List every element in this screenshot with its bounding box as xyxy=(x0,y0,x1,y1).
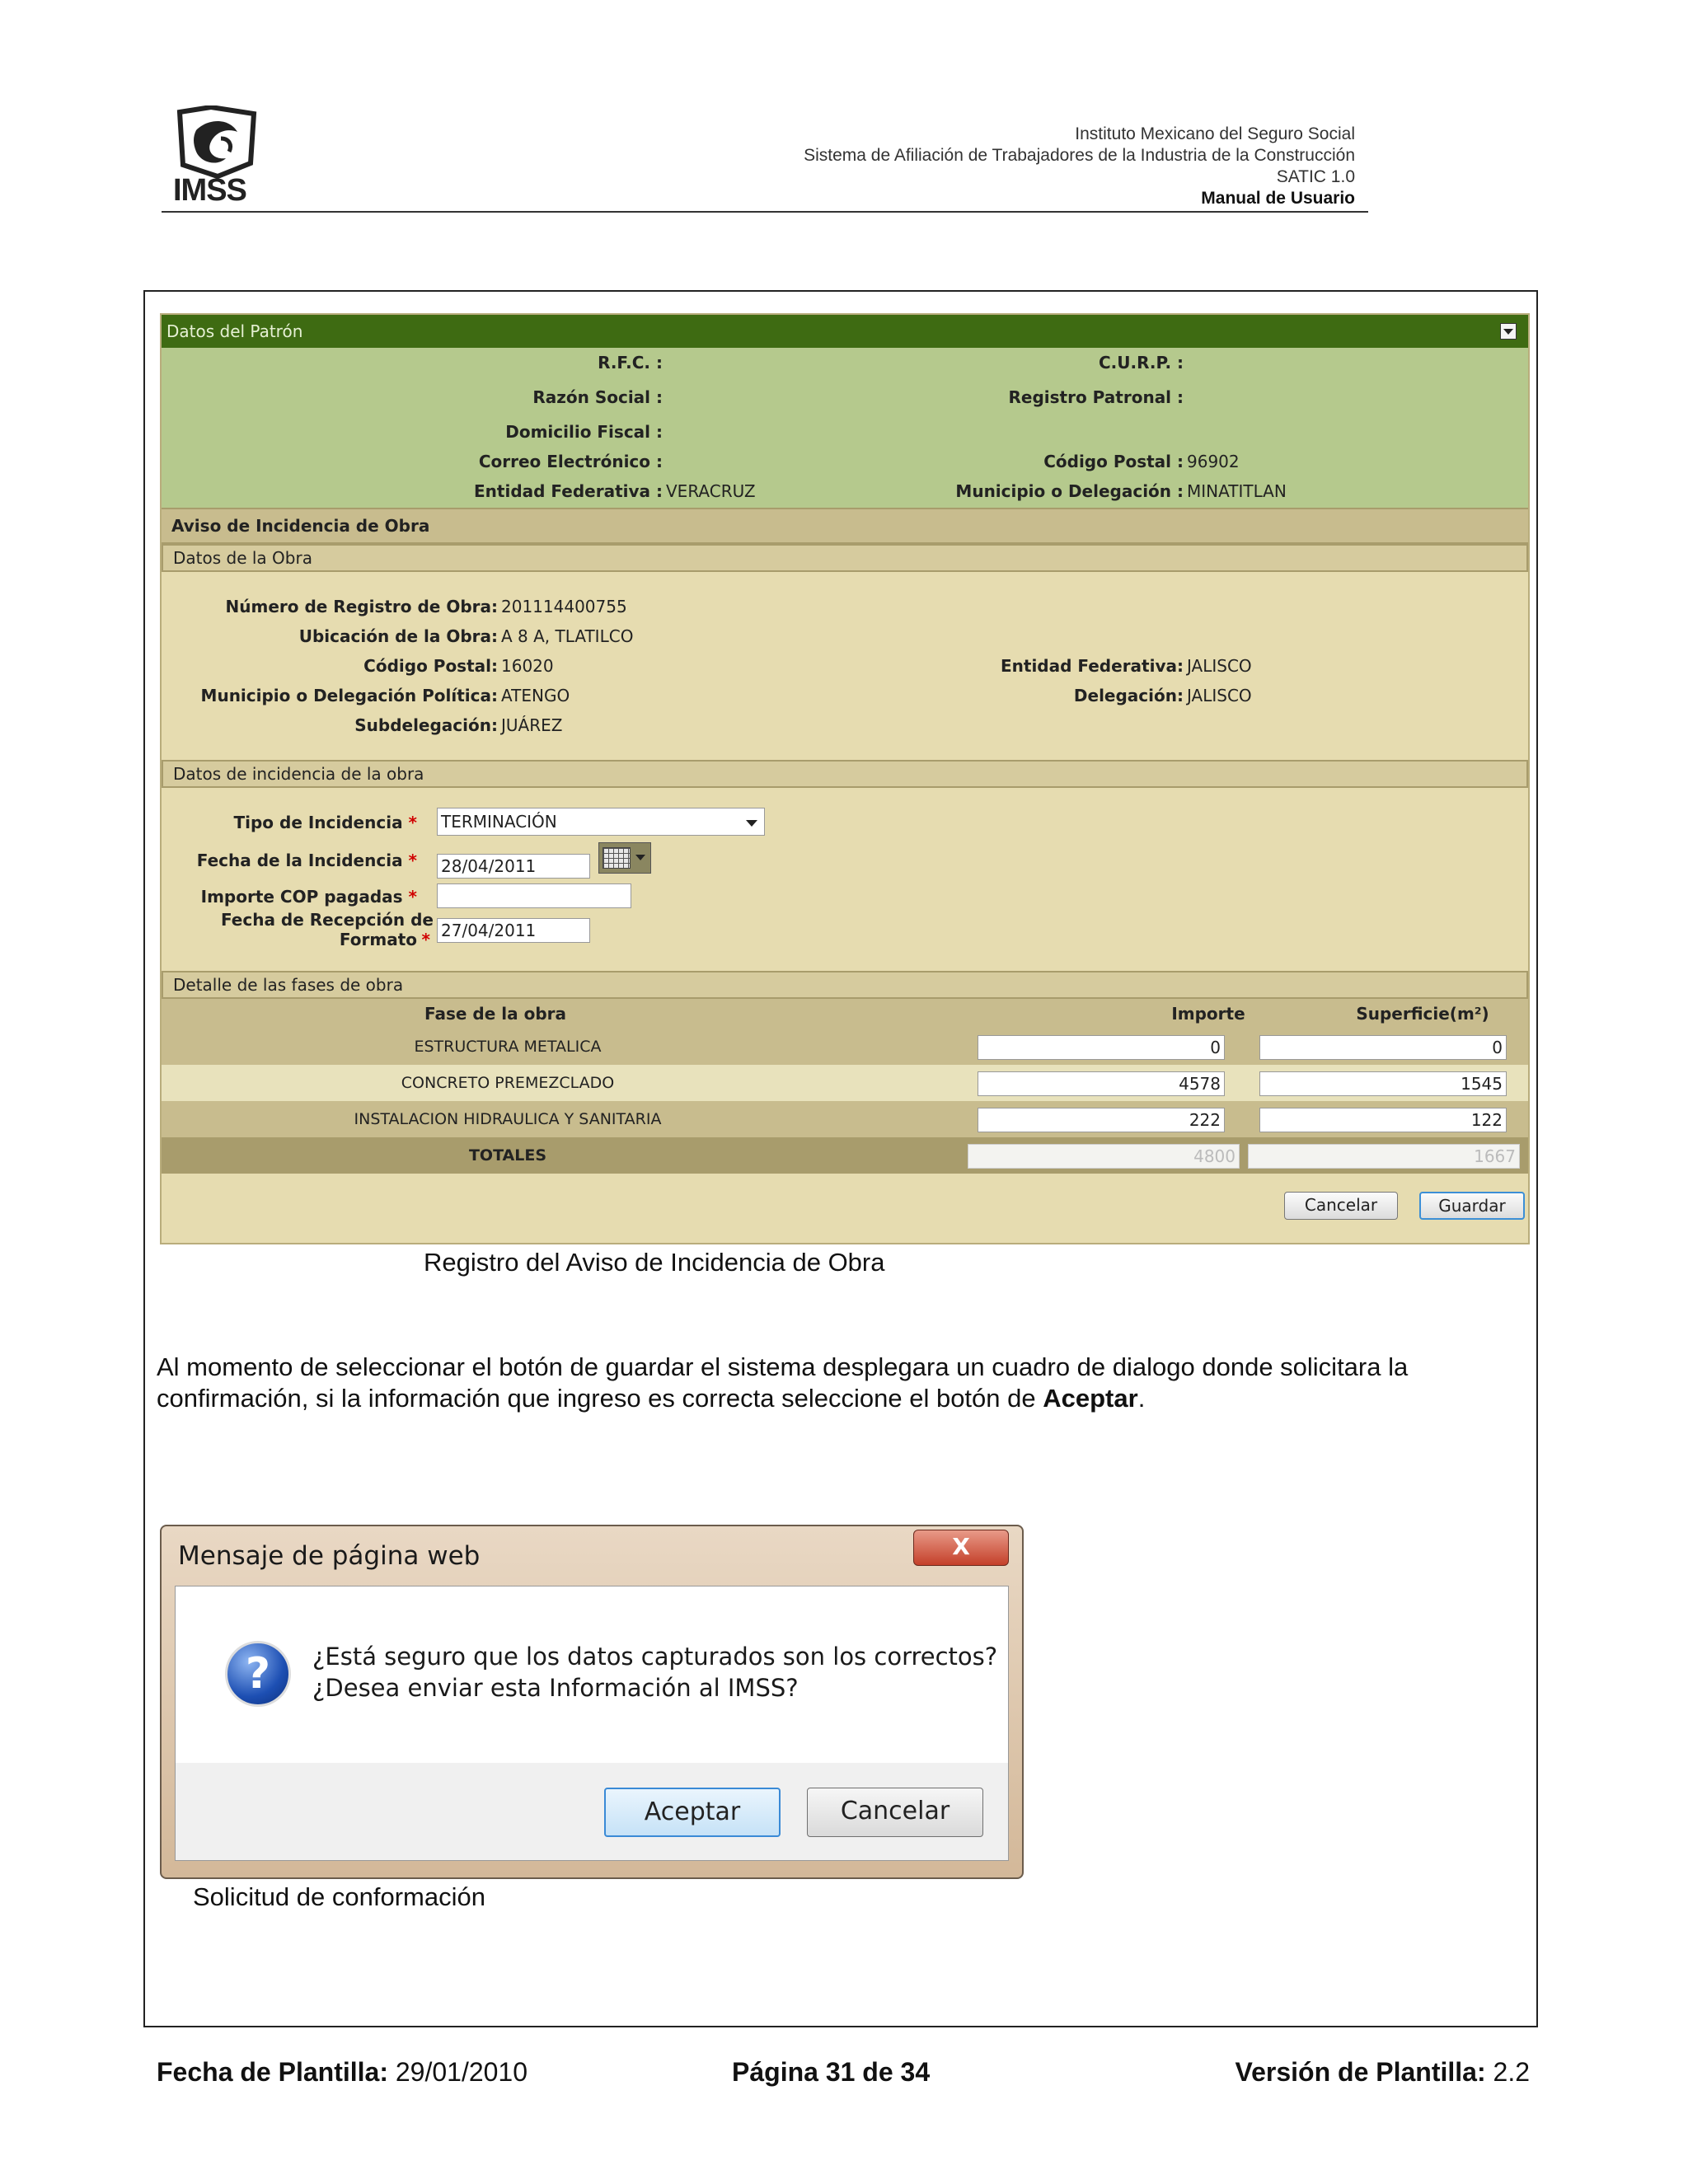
municipio-label: Municipio o Delegación : xyxy=(955,481,1184,501)
header-version: SATIC 1.0 xyxy=(1276,167,1355,186)
collapse-toggle-icon[interactable] xyxy=(1500,323,1517,340)
footer-fecha: Fecha de Plantilla: 29/01/2010 xyxy=(157,2057,528,2087)
entidad-value: VERACRUZ xyxy=(666,481,756,501)
patron-title: Datos del Patrón xyxy=(166,321,303,341)
superficie-input[interactable]: 0 xyxy=(1259,1035,1507,1060)
col-superficie-header: Superficie(m²) xyxy=(1356,1004,1489,1024)
fecha-recepcion-label: Fecha de Recepción de Formato * xyxy=(220,910,434,949)
domicilio-fiscal-label: Domicilio Fiscal : xyxy=(505,422,663,442)
dialog-body xyxy=(175,1586,1009,1861)
fecha-incidencia-label: Fecha de la Incidencia * xyxy=(196,851,417,870)
question-icon: ? xyxy=(225,1641,291,1707)
importe-input[interactable]: 4578 xyxy=(978,1071,1225,1096)
footer-pagina: Página 31 de 34 xyxy=(732,2057,931,2087)
chevron-down-icon xyxy=(746,820,757,827)
subdelegacion-value: JUÁREZ xyxy=(501,715,563,735)
obra-cp-value: 16020 xyxy=(501,656,554,676)
figure-caption-dialog: Solicitud de conformación xyxy=(193,1882,485,1911)
dialog-message: ¿Está seguro que los datos capturados son los correctos? ¿Desea enviar esta Información al IMSS? xyxy=(312,1643,998,1702)
totales-row xyxy=(162,1137,1528,1174)
fases-subheader: Detalle de las fases de obra xyxy=(162,971,1528,999)
num-registro-value: 201114400755 xyxy=(501,597,627,616)
obra-entidad-value: JALISCO xyxy=(1187,656,1252,676)
body-paragraph: Al momento de seleccionar el botón de guardar el sistema desplegara un cuadro de dialogo donde solicitara la confirmación, si la información que ingreso es correcta seleccione el botón de Aceptar. xyxy=(157,1352,1409,1413)
footer-version: Versión de Plantilla: 2.2 xyxy=(1235,2057,1530,2087)
municipio-value: MINATITLAN xyxy=(1187,481,1287,501)
curp-label: C.U.R.P. : xyxy=(1098,353,1184,373)
figure-caption-form: Registro del Aviso de Incidencia de Obra xyxy=(424,1248,885,1277)
obra-delegacion-value: JALISCO xyxy=(1187,686,1252,705)
header-institution: Instituto Mexicano del Seguro Social xyxy=(1075,124,1355,143)
close-icon[interactable]: X xyxy=(913,1530,1009,1566)
imss-eagle-icon xyxy=(171,105,262,180)
header-system: Sistema de Afiliación de Trabajadores de la Industria de la Construcción xyxy=(804,146,1355,165)
cancel-button[interactable]: Cancelar xyxy=(1284,1192,1398,1220)
total-superficie: 1667 xyxy=(1248,1144,1520,1169)
dialog-cancel-button[interactable]: Cancelar xyxy=(807,1788,983,1837)
importe-input[interactable]: 222 xyxy=(978,1108,1225,1132)
importe-input[interactable]: 0 xyxy=(978,1035,1225,1060)
codigo-postal-value: 96902 xyxy=(1187,452,1240,471)
confirm-dialog xyxy=(160,1525,1024,1879)
fecha-recepcion-input[interactable]: 27/04/2011 xyxy=(437,918,590,943)
importe-cop-label: Importe COP pagadas * xyxy=(200,887,417,907)
obra-delegacion-label: Delegación: xyxy=(1073,686,1184,705)
datos-obra-subheader: Datos de la Obra xyxy=(162,544,1528,572)
obra-cp-label: Código Postal: xyxy=(363,656,498,676)
obra-entidad-label: Entidad Federativa: xyxy=(1000,656,1184,676)
subdelegacion-label: Subdelegación: xyxy=(354,715,498,735)
fecha-incidencia-input[interactable]: 28/04/2011 xyxy=(437,854,590,879)
patron-header-bar xyxy=(162,315,1528,348)
totales-label: TOTALES xyxy=(468,1146,547,1165)
registro-patronal-label: Registro Patronal : xyxy=(1008,387,1184,407)
save-button[interactable]: Guardar xyxy=(1419,1192,1525,1220)
tipo-incidencia-select[interactable]: TERMINACIÓN xyxy=(437,808,765,836)
calendar-icon[interactable] xyxy=(598,842,651,874)
rfc-label: R.F.C. : xyxy=(598,353,663,373)
dialog-title: Mensaje de página web xyxy=(178,1541,481,1571)
table-row xyxy=(162,1029,1528,1065)
col-importe-header: Importe xyxy=(1171,1004,1245,1024)
num-registro-label: Número de Registro de Obra: xyxy=(225,597,498,616)
table-row xyxy=(162,1101,1528,1137)
col-fase-header: Fase de la obra xyxy=(424,1004,566,1024)
tipo-incidencia-label: Tipo de Incidencia * xyxy=(233,813,417,832)
table-row xyxy=(162,1065,1528,1101)
obra-municipio-value: ATENGO xyxy=(501,686,570,705)
superficie-input[interactable]: 1545 xyxy=(1259,1071,1507,1096)
razon-social-label: Razón Social : xyxy=(532,387,663,407)
fase-name: ESTRUCTURA METALICA xyxy=(414,1038,602,1056)
total-importe: 4800 xyxy=(968,1144,1240,1169)
entidad-label: Entidad Federativa : xyxy=(474,481,663,501)
imss-logo-text: IMSS xyxy=(173,173,246,208)
incidencia-form-screenshot xyxy=(160,313,1530,1244)
ubicacion-value: A 8 A, TLATILCO xyxy=(501,626,634,646)
importe-cop-input[interactable] xyxy=(437,883,631,908)
header-manual: Manual de Usuario xyxy=(1201,189,1355,208)
obra-municipio-label: Municipio o Delegación Política: xyxy=(200,686,498,705)
ubicacion-label: Ubicación de la Obra: xyxy=(298,626,498,646)
correo-label: Correo Electrónico : xyxy=(478,452,663,471)
fase-name: CONCRETO PREMEZCLADO xyxy=(401,1074,615,1092)
fase-name: INSTALACION HIDRAULICA Y SANITARIA xyxy=(354,1110,662,1128)
codigo-postal-label: Código Postal : xyxy=(1043,452,1184,471)
superficie-input[interactable]: 122 xyxy=(1259,1108,1507,1132)
aviso-section-title: Aviso de Incidencia de Obra xyxy=(162,508,1528,544)
accept-button[interactable]: Aceptar xyxy=(604,1788,781,1837)
header-rule xyxy=(162,211,1368,213)
incidencia-subheader: Datos de incidencia de la obra xyxy=(162,760,1528,788)
